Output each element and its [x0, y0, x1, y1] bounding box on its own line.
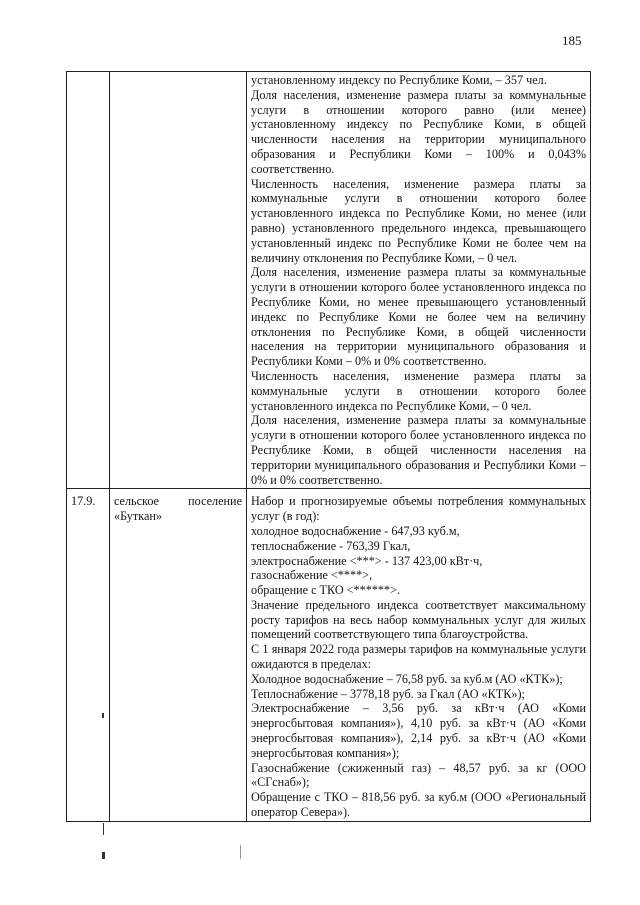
settlement-type-word: поселение: [188, 494, 242, 509]
settlement-name: «Буткан»: [114, 509, 162, 524]
paragraph: Доля населения, изменение размера платы за коммунальные услуги в отношении которого более установленного индекса по Республике Коми, но менее превышающего установленный индекс по Республике Коми не более чем на величину отклонения по Республике Коми, в общей численности населения на территории муниципального образования и Республики Коми – 0% и 0% соответственно.: [251, 265, 586, 369]
settlement-table: [66, 71, 591, 822]
limit-index-note: Значение предельного индекса соответствует максимальному росту тарифов на весь набор коммунальных услуг для жилых помещений соответствующего типа благоустройства.: [251, 597, 586, 642]
settlement-name-cell: [110, 72, 247, 489]
volume-item: обращение с ТКО <******>.: [251, 583, 401, 598]
paragraph: Доля населения, изменение размера платы за коммунальные услуги в отношении которого более установленного индекса по Республике Коми, в общей численности населения на территории муниципального образования и Республики Коми – 0% и 0% соответственно.: [251, 413, 586, 487]
volume-item: газоснабжение <****>,: [251, 568, 373, 583]
settlement-type-word: сельское: [114, 494, 159, 509]
settlement-name-cell: [110, 489, 247, 822]
scan-speck: [102, 852, 105, 859]
paragraph: установленному индексу по Республике Коми, – 357 чел.: [251, 73, 547, 87]
volume-item: теплоснабжение - 763,39 Гкал,: [251, 538, 411, 553]
tariff-item: Газоснабжение (сжиженный газ) – 48,57 руб. за кг (ООО «СГснаб»);: [251, 760, 586, 790]
volume-item: электроснабжение <***> - 137 423,00 кВт·ч,: [251, 553, 483, 568]
volumes-intro: Набор и прогнозируемые объемы потребления коммунальных услуг (в год):: [251, 494, 586, 524]
table-row: [67, 489, 591, 822]
row-number-cell: 17.9.: [67, 489, 110, 822]
scan-speck: [103, 823, 104, 835]
scan-speck: [240, 845, 241, 859]
tariff-item: Холодное водоснабжение – 76,58 руб. за куб.м (АО «КТК»);: [251, 671, 563, 686]
table-row: [67, 72, 591, 489]
page-number: 185: [562, 33, 582, 48]
settlement-type-line: [114, 494, 242, 509]
volume-item: холодное водоснабжение - 647,93 куб.м,: [251, 523, 460, 538]
tariffs-intro: С 1 января 2022 года размеры тарифов на коммунальные услуги ожидаются в пределах:: [251, 642, 586, 672]
row-description-cell: [247, 72, 591, 489]
tariff-item: Обращение с ТКО – 818,56 руб. за куб.м (ООО «Региональный оператор Севера»).: [251, 790, 586, 820]
paragraph: Численность населения, изменение размера платы за коммунальные услуги в отношении которого более установленного индекса по Республике Коми, но менее (или равно) установленного предельного индекса, превышающего установленный индекс по Республике Коми не более чем на величину отклонения по Республике Коми, – 0 чел.: [251, 176, 586, 265]
row-number-cell: [67, 72, 110, 489]
tariff-item: Электроснабжение – 3,56 руб. за кВт·ч (АО «Коми энергосбытовая компания»), 4,10 руб. за кВт·ч (АО «Коми энергосбытовая компания»), 2,14 руб. за кВт·ч (АО «Коми энергосбытовая компания»);: [251, 701, 586, 760]
paragraph: Численность населения, изменение размера платы за коммунальные услуги в отношении которого более установленного индекса по Республике Коми, – 0 чел.: [251, 368, 586, 413]
paragraph: Доля населения, изменение размера платы за коммунальные услуги в отношении которого равно (или менее) установленному индексу по Республике Коми, в общей численности населения на территории муниципального образования и Республики Коми – 100% и 0,043% соответственно.: [251, 87, 586, 176]
tariff-item: Теплоснабжение – 3778,18 руб. за Гкал (АО «КТК»);: [251, 686, 525, 701]
row-description-cell: [247, 489, 591, 822]
scan-speck: [102, 713, 104, 718]
